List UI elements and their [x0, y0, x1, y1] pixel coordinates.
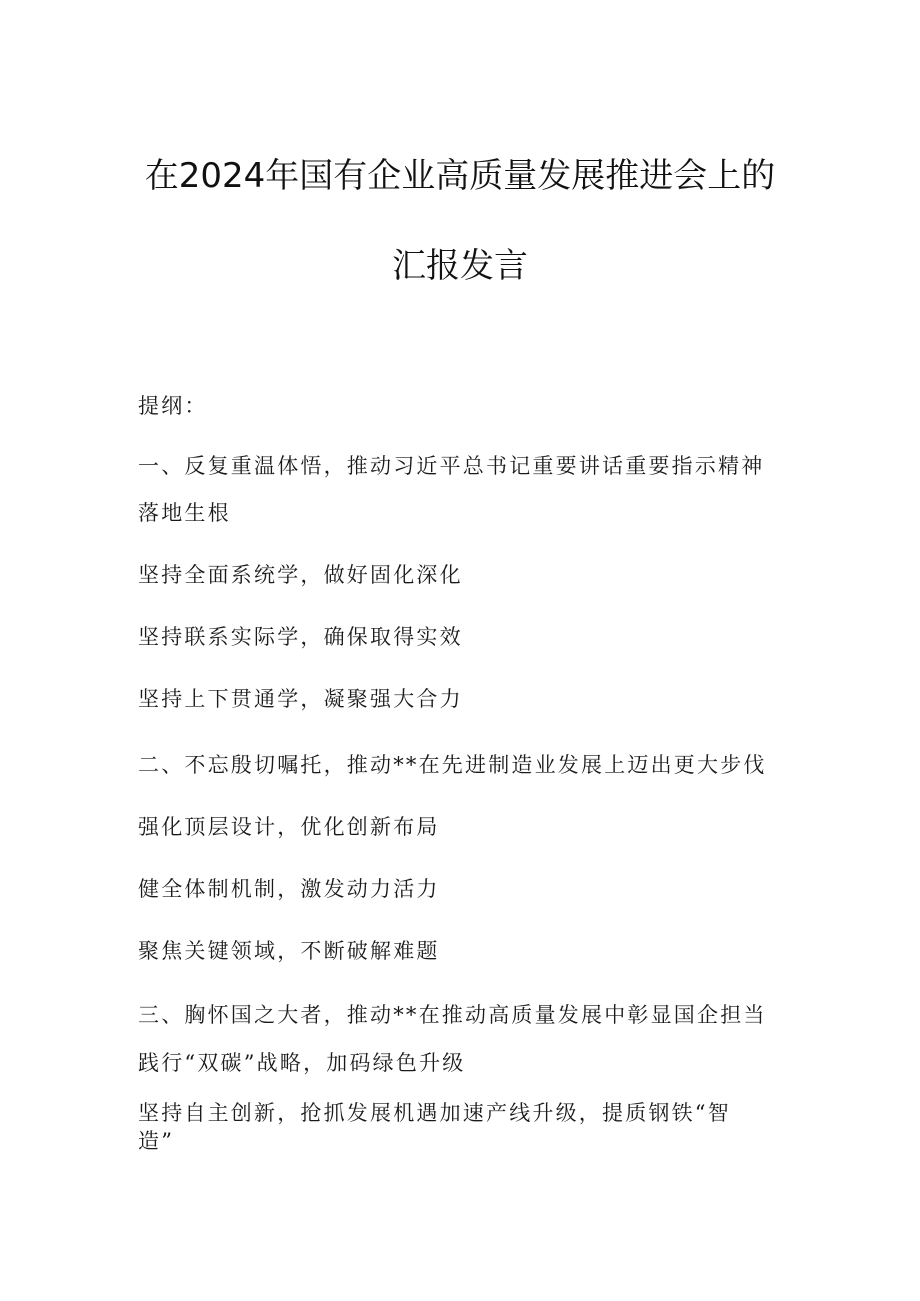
- document-title-line-1: 在2024年国有企业高质量发展推进会上的: [144, 156, 776, 196]
- outline-heading-2: 二、不忘殷切嘱托，推动**在先进制造业发展上迈出更大步伐: [138, 753, 767, 777]
- outline-heading-3: 三、胸怀国之大者，推动**在推动高质量发展中彰显国企担当: [138, 1003, 767, 1027]
- outline-item: 坚持全面系统学，做好固化深化: [138, 563, 463, 587]
- outline-item: 坚持自主创新，抢抓发展机遇加速产线升级，提质钢铁“智: [138, 1101, 731, 1125]
- outline-item: 践行“双碳”战略，加码绿色升级: [138, 1051, 466, 1075]
- outline-item: 健全体制机制，激发动力活力: [138, 877, 440, 901]
- outline-label: 提纲：: [138, 394, 208, 418]
- document-title-line-2: 汇报发言: [392, 246, 528, 286]
- outline-item: 坚持联系实际学，确保取得实效: [138, 625, 463, 649]
- outline-item-continued: 造”: [138, 1129, 175, 1153]
- outline-item: 强化顶层设计，优化创新布局: [138, 815, 440, 839]
- outline-item: 坚持上下贯通学，凝聚强大合力: [138, 687, 463, 711]
- outline-item: 聚焦关键领域，不断破解难题: [138, 939, 440, 963]
- outline-heading-1: 一、反复重温体悟，推动习近平总书记重要讲话重要指示精神: [138, 454, 765, 478]
- outline-heading-1-continued: 落地生根: [138, 501, 231, 525]
